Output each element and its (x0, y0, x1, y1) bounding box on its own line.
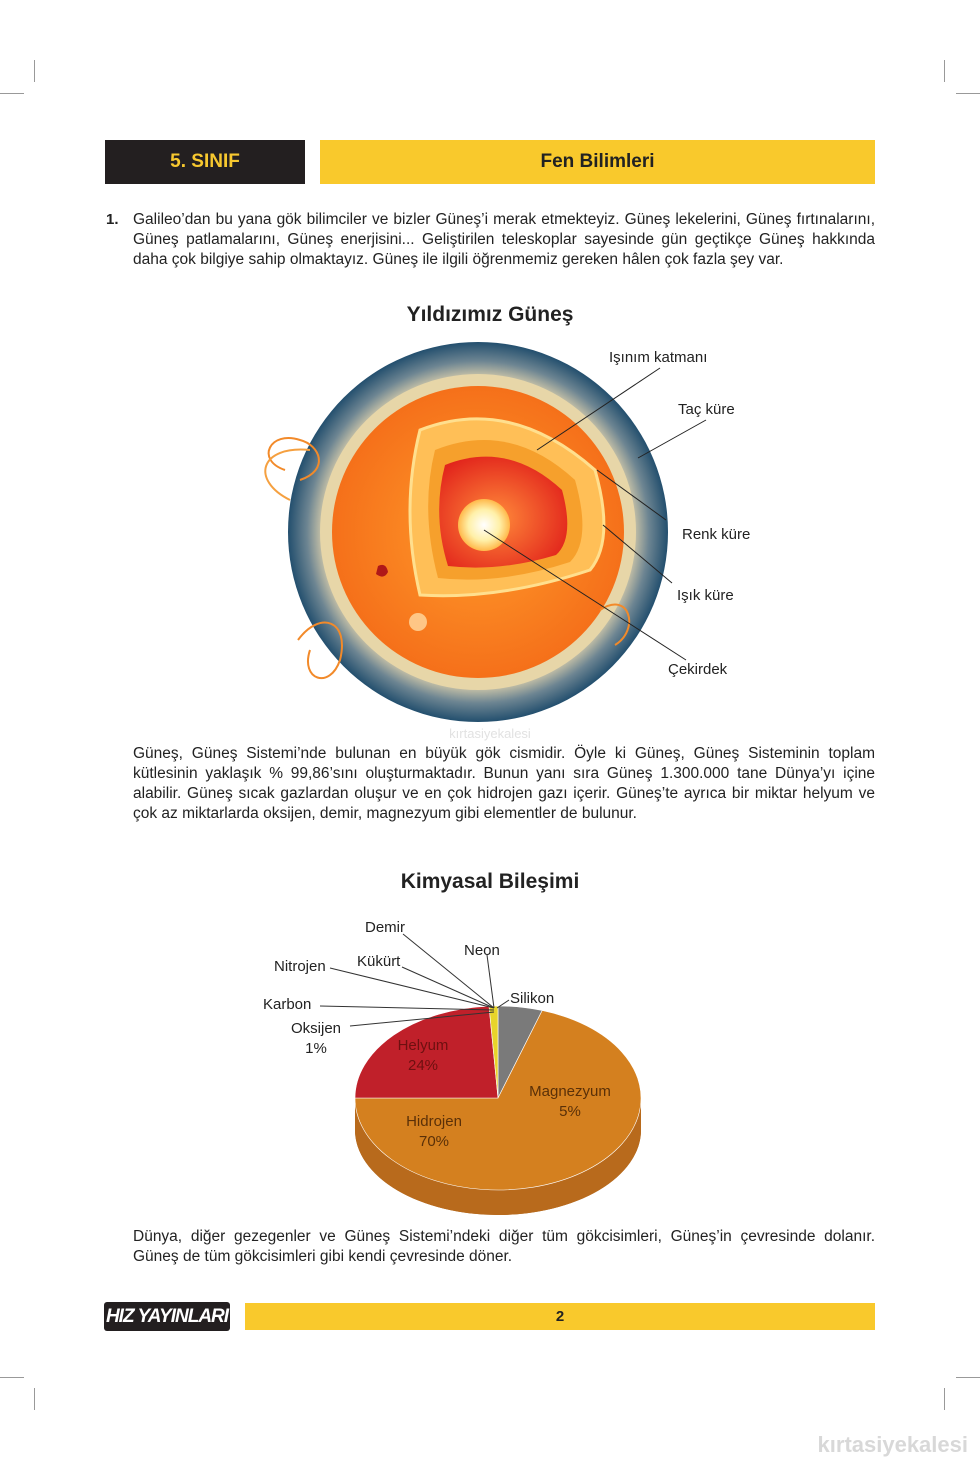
question-intro: Galileo’dan bu yana gök bilimciler ve bizler Güneş’i merak etmekteyiz. Güneş lekelerini, Güneş fırtınalarını, Güneş patlamalarını, Güneş enerjisini... Geliştirilen teleskoplar sayesinde gün geçtikçe Güneş hakkında daha çok bilgiye sahip olmaktayız. Güneş ile ilgili öğrenmemiz gereken hâlen çok fazla şey var. (133, 211, 875, 268)
core (458, 499, 510, 551)
diagram-watermark: kırtasiyekalesi (449, 726, 531, 741)
slice-value-helyum: 24% (407, 1057, 439, 1074)
subject-header: Fen Bilimleri (320, 140, 875, 184)
grade-header: 5. SINIF (105, 140, 305, 184)
label-neon: Neon (464, 942, 500, 959)
label-radiative-zone: Işınım katmanı (609, 349, 708, 366)
slice-label-helyum: Helyum (397, 1037, 449, 1054)
slice-value-hidrojen: 70% (418, 1133, 450, 1150)
slice-value-oksijen: 1% (305, 1040, 327, 1057)
chart-title: Kimyasal Bileşimi (400, 870, 580, 893)
label-karbon: Karbon (263, 996, 312, 1013)
label-kukurt: Kükürt (357, 953, 401, 970)
label-demir: Demir (365, 919, 405, 936)
sun-description: Güneş, Güneş Sistemi’nde bulunan en büyük gök cismidir. Öyle ki Güneş, Güneş Sisteminin toplam kütlesinin yaklaşık % 99,86’sını oluşturmaktadır. Bunun yanı sıra Güneş 1.300.000 tane Dünya’yı içine alabilir. Güneş sıcak gazlardan oluşur ve en çok hidrojen gazı içerir. Güneş’te ayrıca bir miktar helyum ve çok az miktarlarda oksijen, demir, magnezyum gibi elementler de bulunur. (133, 745, 875, 822)
flare-spot (409, 613, 427, 631)
label-silikon: Silikon (510, 990, 555, 1007)
closing-text: Dünya, diğer gezegenler ve Güneş Sistemi’ndeki diğer tüm gökcisimleri, Güneş’in çevresinde dolanır. Güneş de tüm gökcisimleri gibi kendi çevresinde döner. (133, 1228, 875, 1265)
slice-label-oksijen: Oksijen (290, 1020, 342, 1037)
label-nitrojen: Nitrojen (274, 958, 326, 975)
question-number: 1. (106, 211, 119, 228)
publisher-logo: HIZ YAYINLARI (104, 1302, 230, 1331)
page-number: 2 (555, 1308, 565, 1325)
sun-diagram-title: Yıldızımız Güneş (406, 303, 574, 326)
slice-label-magnezyum: Magnezyum (529, 1083, 611, 1100)
label-corona: Taç küre (678, 401, 735, 418)
footer-bar (245, 1303, 875, 1330)
slice-value-magnezyum: 5% (559, 1103, 581, 1120)
label-chromosphere: Renk küre (682, 526, 751, 543)
label-core: Çekirdek (668, 661, 728, 678)
sun-diagram (265, 342, 668, 722)
watermark: kırtasiyekalesi (817, 1432, 968, 1457)
label-photosphere: Işık küre (677, 587, 734, 604)
slice-label-hidrojen: Hidrojen (406, 1113, 462, 1130)
